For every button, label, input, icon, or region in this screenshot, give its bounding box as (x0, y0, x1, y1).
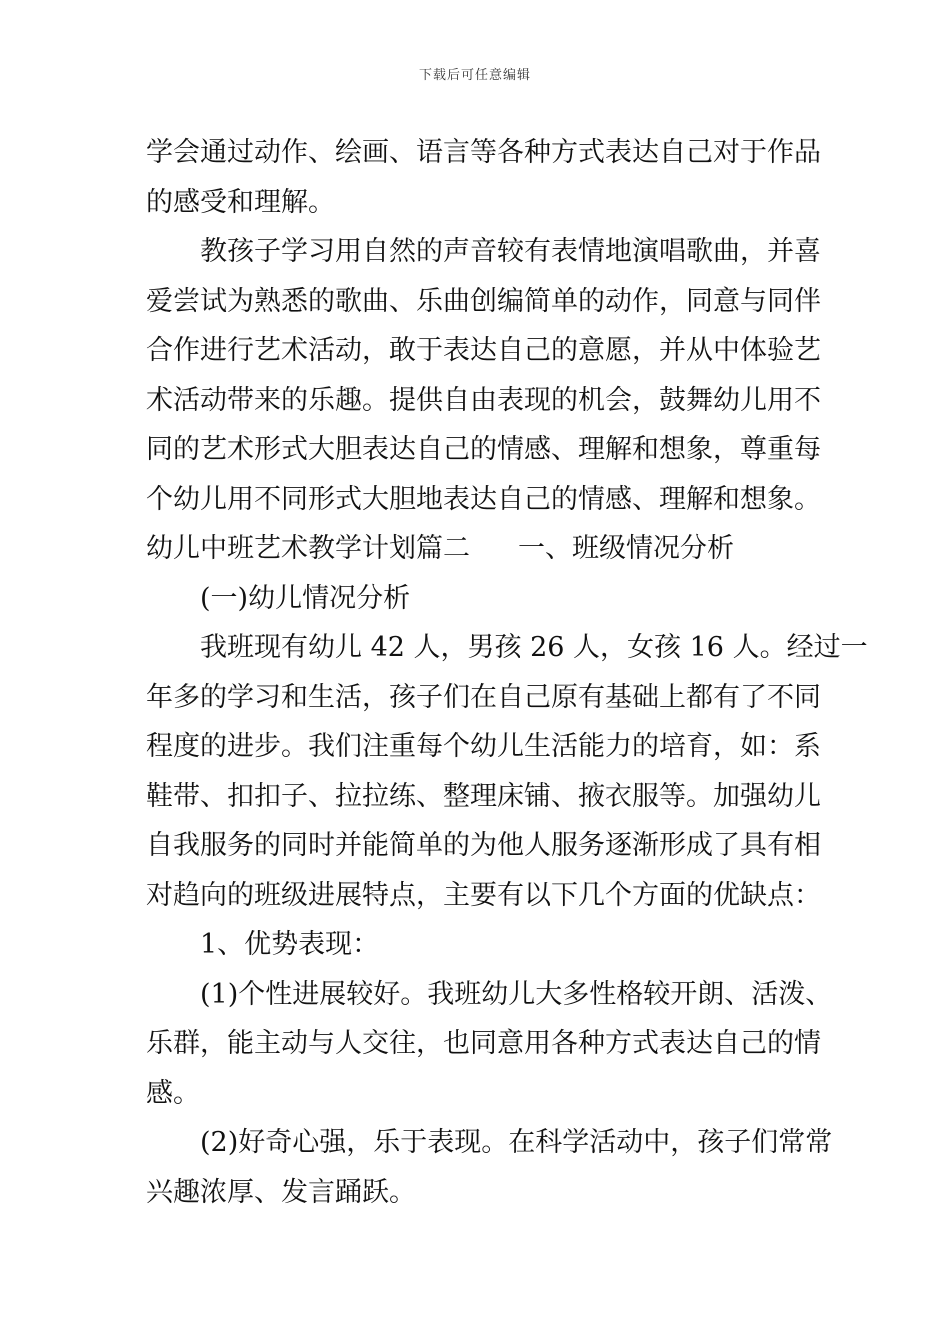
document-body (146, 128, 868, 1217)
paragraph-line: 我班现有幼儿 42 人，男孩 26 人，女孩 16 人。经过一 (200, 632, 868, 663)
paragraph-line: 感。 (146, 1077, 200, 1109)
paragraph-line: 乐群，能主动与人交往，也同意用各种方式表达自己的情 (146, 1028, 821, 1059)
section-title: 幼儿中班艺术教学计划篇二 (146, 533, 470, 564)
page-header-note: 下载后可任意编辑 (418, 68, 531, 83)
paragraph-line: 对趋向的班级进展特点，主要有以下几个方面的优缺点： (146, 879, 821, 911)
paragraph-line: 鞋带、扣扣子、拉拉练、整理床铺、掖衣服等。加强幼儿 (146, 780, 821, 812)
paragraph-line: 学会通过动作、绘画、语言等各种方式表达自己对于作品 (146, 137, 821, 168)
paragraph-line: 的感受和理解。 (146, 186, 335, 218)
paragraph-line: 术活动带来的乐趣。提供自由表现的机会，鼓舞幼儿用不 (146, 384, 821, 416)
paragraph-line: 年多的学习和生活，孩子们在自己原有基础上都有了不同 (146, 681, 821, 713)
subsection-heading: (一)幼儿情况分析 (200, 582, 411, 614)
section-subtitle: 一、班级情况分析 (518, 533, 734, 564)
list-heading: 1、优势表现： (200, 929, 380, 960)
paragraph-line: 合作进行艺术活动，敢于表达自己的意愿，并从中体验艺 (146, 335, 821, 366)
paragraph-line: 个幼儿用不同形式大胆地表达自己的情感、理解和想象。 (146, 483, 821, 515)
paragraph-line: 教孩子学习用自然的声音较有表情地演唱歌曲，并喜 (200, 236, 821, 267)
paragraph-line: (1)个性进展较好。我班幼儿大多性格较开朗、活泼、 (200, 978, 833, 1010)
section-heading (146, 524, 806, 574)
paragraph-line: 同的艺术形式大胆表达自己的情感、理解和想象，尊重每 (146, 434, 821, 465)
paragraph-line: (2)好奇心强，乐于表现。在科学活动中，孩子们常常 (200, 1127, 833, 1158)
paragraph-line: 程度的进步。我们注重每个幼儿生活能力的培育，如：系 (146, 731, 821, 762)
paragraph-line: 自我服务的同时并能简单的为他人服务逐渐形成了具有相 (146, 830, 821, 861)
paragraph-line: 爱尝试为熟悉的歌曲、乐曲创编简单的动作，同意与同伴 (146, 285, 821, 317)
paragraph-line: 兴趣浓厚、发言踊跃。 (146, 1176, 416, 1208)
